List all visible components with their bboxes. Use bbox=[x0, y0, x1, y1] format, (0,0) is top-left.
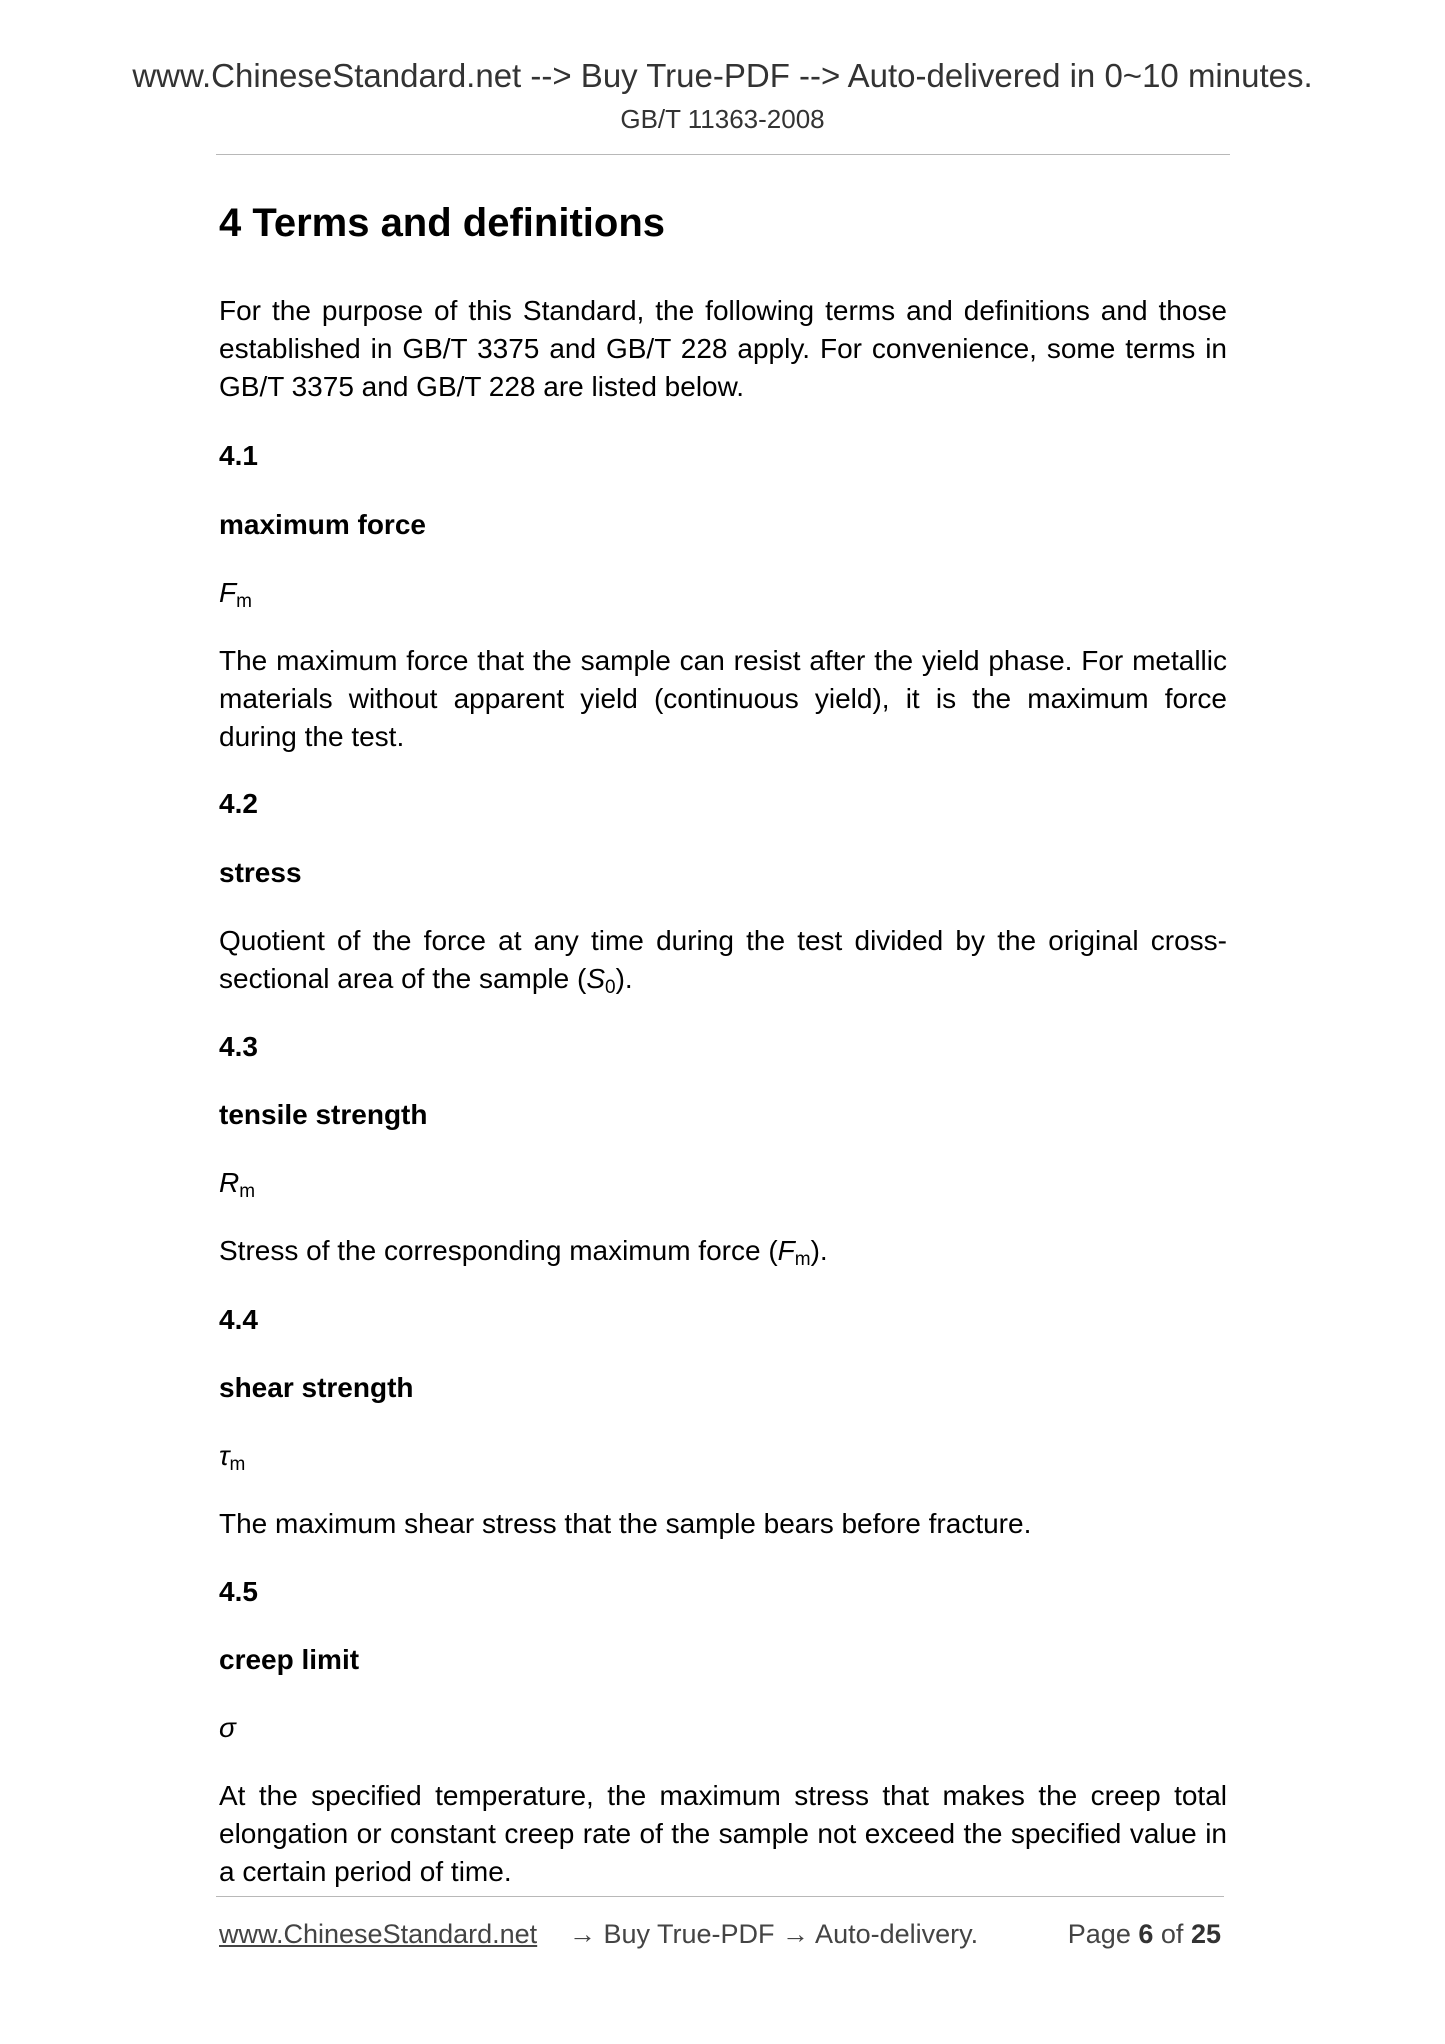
page-number: Page 6 of 25 bbox=[1067, 1919, 1221, 1949]
term-definition-maximum-force: The maximum force that the sample can resist after the yield phase. For metallic materials without apparent yield (continuous yield), it is the maximum force during the test. bbox=[219, 645, 1227, 752]
term-number-4-1: 4.1 bbox=[219, 440, 258, 471]
term-definition-creep-limit: At the specified temperature, the maximum stress that makes the creep total elongation or constant creep rate of the sample not exceed the specified value in a certain period of time. bbox=[219, 1780, 1227, 1887]
term-name-shear-strength: shear strength bbox=[219, 1372, 414, 1403]
term-name-stress: stress bbox=[219, 857, 302, 888]
term-definition-tensile-strength: Stress of the corresponding maximum force (Fm). bbox=[219, 1235, 828, 1270]
term-symbol-rm: Rm bbox=[219, 1167, 256, 1202]
term-number-4-4: 4.4 bbox=[219, 1304, 258, 1335]
term-symbol-fm: Fm bbox=[219, 577, 252, 612]
header-divider bbox=[216, 154, 1230, 155]
standard-code: GB/T 11363-2008 bbox=[620, 104, 825, 134]
term-name-creep-limit: creep limit bbox=[219, 1644, 360, 1675]
term-number-4-3: 4.3 bbox=[219, 1031, 258, 1062]
header-banner: www.ChineseStandard.net --> Buy True-PDF --> Auto-delivered in 0~10 minutes. bbox=[132, 57, 1313, 94]
page-footer bbox=[219, 1916, 1227, 1952]
term-definition-stress: Quotient of the force at any time during the test divided by the original cross-sectional area of the sample (S0). bbox=[219, 925, 1227, 998]
section-title: 4 Terms and definitions bbox=[219, 201, 665, 245]
term-symbol-tau-m: τm bbox=[219, 1440, 246, 1475]
term-name-tensile-strength: tensile strength bbox=[219, 1099, 428, 1130]
term-definition-shear-strength: The maximum shear stress that the sample bears before fracture. bbox=[219, 1508, 1032, 1539]
footer-delivery-text: → Buy True-PDF → Auto-delivery. bbox=[569, 1919, 979, 1949]
term-number-4-2: 4.2 bbox=[219, 788, 258, 819]
section-intro: For the purpose of this Standard, the following terms and definitions and those established in GB/T 3375 and GB/T 228 apply. For convenience, some terms in GB/T 3375 and GB/T 228 are listed below. bbox=[219, 295, 1227, 402]
term-symbol-sigma: σ bbox=[219, 1712, 236, 1743]
footer-website-link[interactable]: www.ChineseStandard.net bbox=[219, 1919, 538, 1949]
footer-divider bbox=[216, 1896, 1224, 1897]
term-name-maximum-force: maximum force bbox=[219, 509, 426, 540]
term-number-4-5: 4.5 bbox=[219, 1576, 258, 1607]
